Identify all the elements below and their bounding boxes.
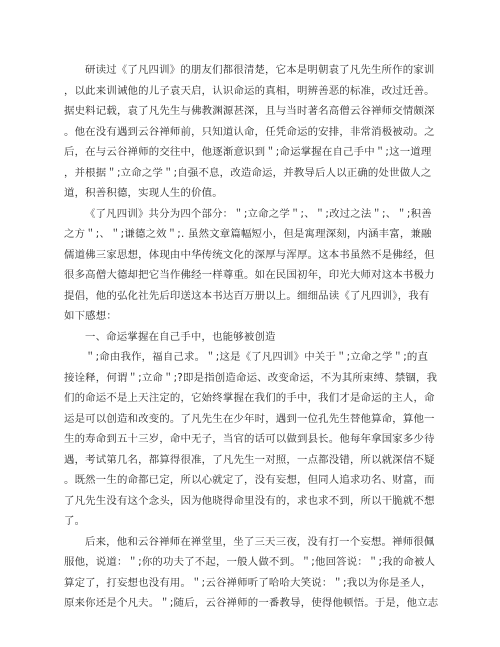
- text-line: 。他在没有遇到云谷禅师前，只知道认命，任凭命运的安排，非常消极被动。之: [64, 125, 435, 138]
- paragraph-1: [64, 60, 440, 204]
- document-body: [64, 60, 440, 614]
- text-line: 据史料记载，袁了凡先生与佛教渊源甚深，且与当时著名高僧云谷禅师交情颇深: [64, 105, 435, 117]
- text-line: 了。: [64, 515, 86, 527]
- text-line: 道，积善积德，实现人生的价值。: [64, 187, 223, 199]
- section-heading-1: [64, 327, 440, 348]
- text-line: 很多高僧大德却把它当作佛经一样尊重。如在民国初年，印光大师对这本书极力: [64, 269, 435, 281]
- text-line: ，并根据＂;立命之学＂;自强不息，改造命运，并教导后人以正确的处世做人之: [64, 166, 432, 179]
- text-line: 服他，说道：＂;你的功夫了不起，一般人做不到。＂;他回答说：＂;我的命被人: [64, 556, 436, 568]
- text-line: ＂;命由我作，福自己求。＂;这是《了凡四训》中关于＂;立命之学＂;的直: [85, 351, 429, 363]
- paragraph-2: [64, 204, 440, 327]
- text-line: 《了凡四训》共分为四个部分：＂;立命之学＂;、＂;改过之法＂;、＂;积善: [85, 207, 432, 220]
- text-line: 儒道佛三家思想，体现由中华传统文化的深厚与浑厚。这本书虽然不是佛经，但: [64, 248, 435, 261]
- text-line: 原来你还是个凡夫。＂;随后，云谷禅师的一番教导，使得他顿悟。于是，他立志: [64, 597, 439, 609]
- text-line: 提倡，他的弘化社先后印送这本书达百万册以上。细细品读《了凡四训》，我有: [64, 289, 430, 302]
- text-line: 后来，他和云谷禅师在禅堂里，坐了三天三夜，没有打一个妄想。禅师很佩: [85, 535, 435, 548]
- text-line: 运是可以创造和改变的。了凡先生在少年时，遇到一位孔先生替他算命，算他一: [64, 412, 435, 425]
- text-line: 了凡先生没有这个念头，因为他晓得命里没有的，求也求不到，所以干脆就不想: [64, 494, 435, 507]
- text-line: ，以此来训诫他的儿子袁天启，认识命运的真相，明辨善恶的标准，改过迁善。: [64, 84, 435, 97]
- text-line: 之方＂;、＂;谦德之效＂;. 虽然文章篇幅短小，但是寓理深刻，内涵丰富，兼融: [64, 228, 432, 240]
- paragraph-4: [64, 532, 440, 614]
- text-line: 接诠释，何谓＂;立命＂;?即是指创造命运、改变命运，不为其所束缚、禁锢，我: [64, 371, 438, 384]
- text-line: 后，在与云谷禅师的交往中，他逐渐意识到＂;命运掌握在自己手中＂;这一道理: [64, 146, 432, 158]
- text-line: 遇，考试第几名，都算得很准，了凡先生一对照，一点都没错，所以就深信不疑: [64, 453, 435, 466]
- text-line: 们的命运不是上天注定的，它始终掌握在我们的手中，我们才是命运的主人，命: [64, 392, 435, 404]
- text-line: 生的寿命到五十三岁，命中无子，当官的话可以做到县长。他每年拿国家多少待: [64, 433, 435, 445]
- text-line: 一、命运掌握在自己手中，也能够被创造: [85, 330, 276, 343]
- text-line: 如下感想：: [64, 310, 117, 322]
- text-line: 。既然一生的命都已定，所以心就定了，没有妄想，但同人追求功名、财富，而: [64, 474, 435, 486]
- text-line: 研读过《了凡四训》的朋友们都很清楚，它本是明朝袁了凡先生所作的家训: [85, 64, 435, 76]
- text-line: 算定了，打妄想也没有用。＂;云谷禅师听了哈哈大笑说：＂;我以为你是圣人，: [64, 576, 432, 589]
- paragraph-3: [64, 347, 440, 532]
